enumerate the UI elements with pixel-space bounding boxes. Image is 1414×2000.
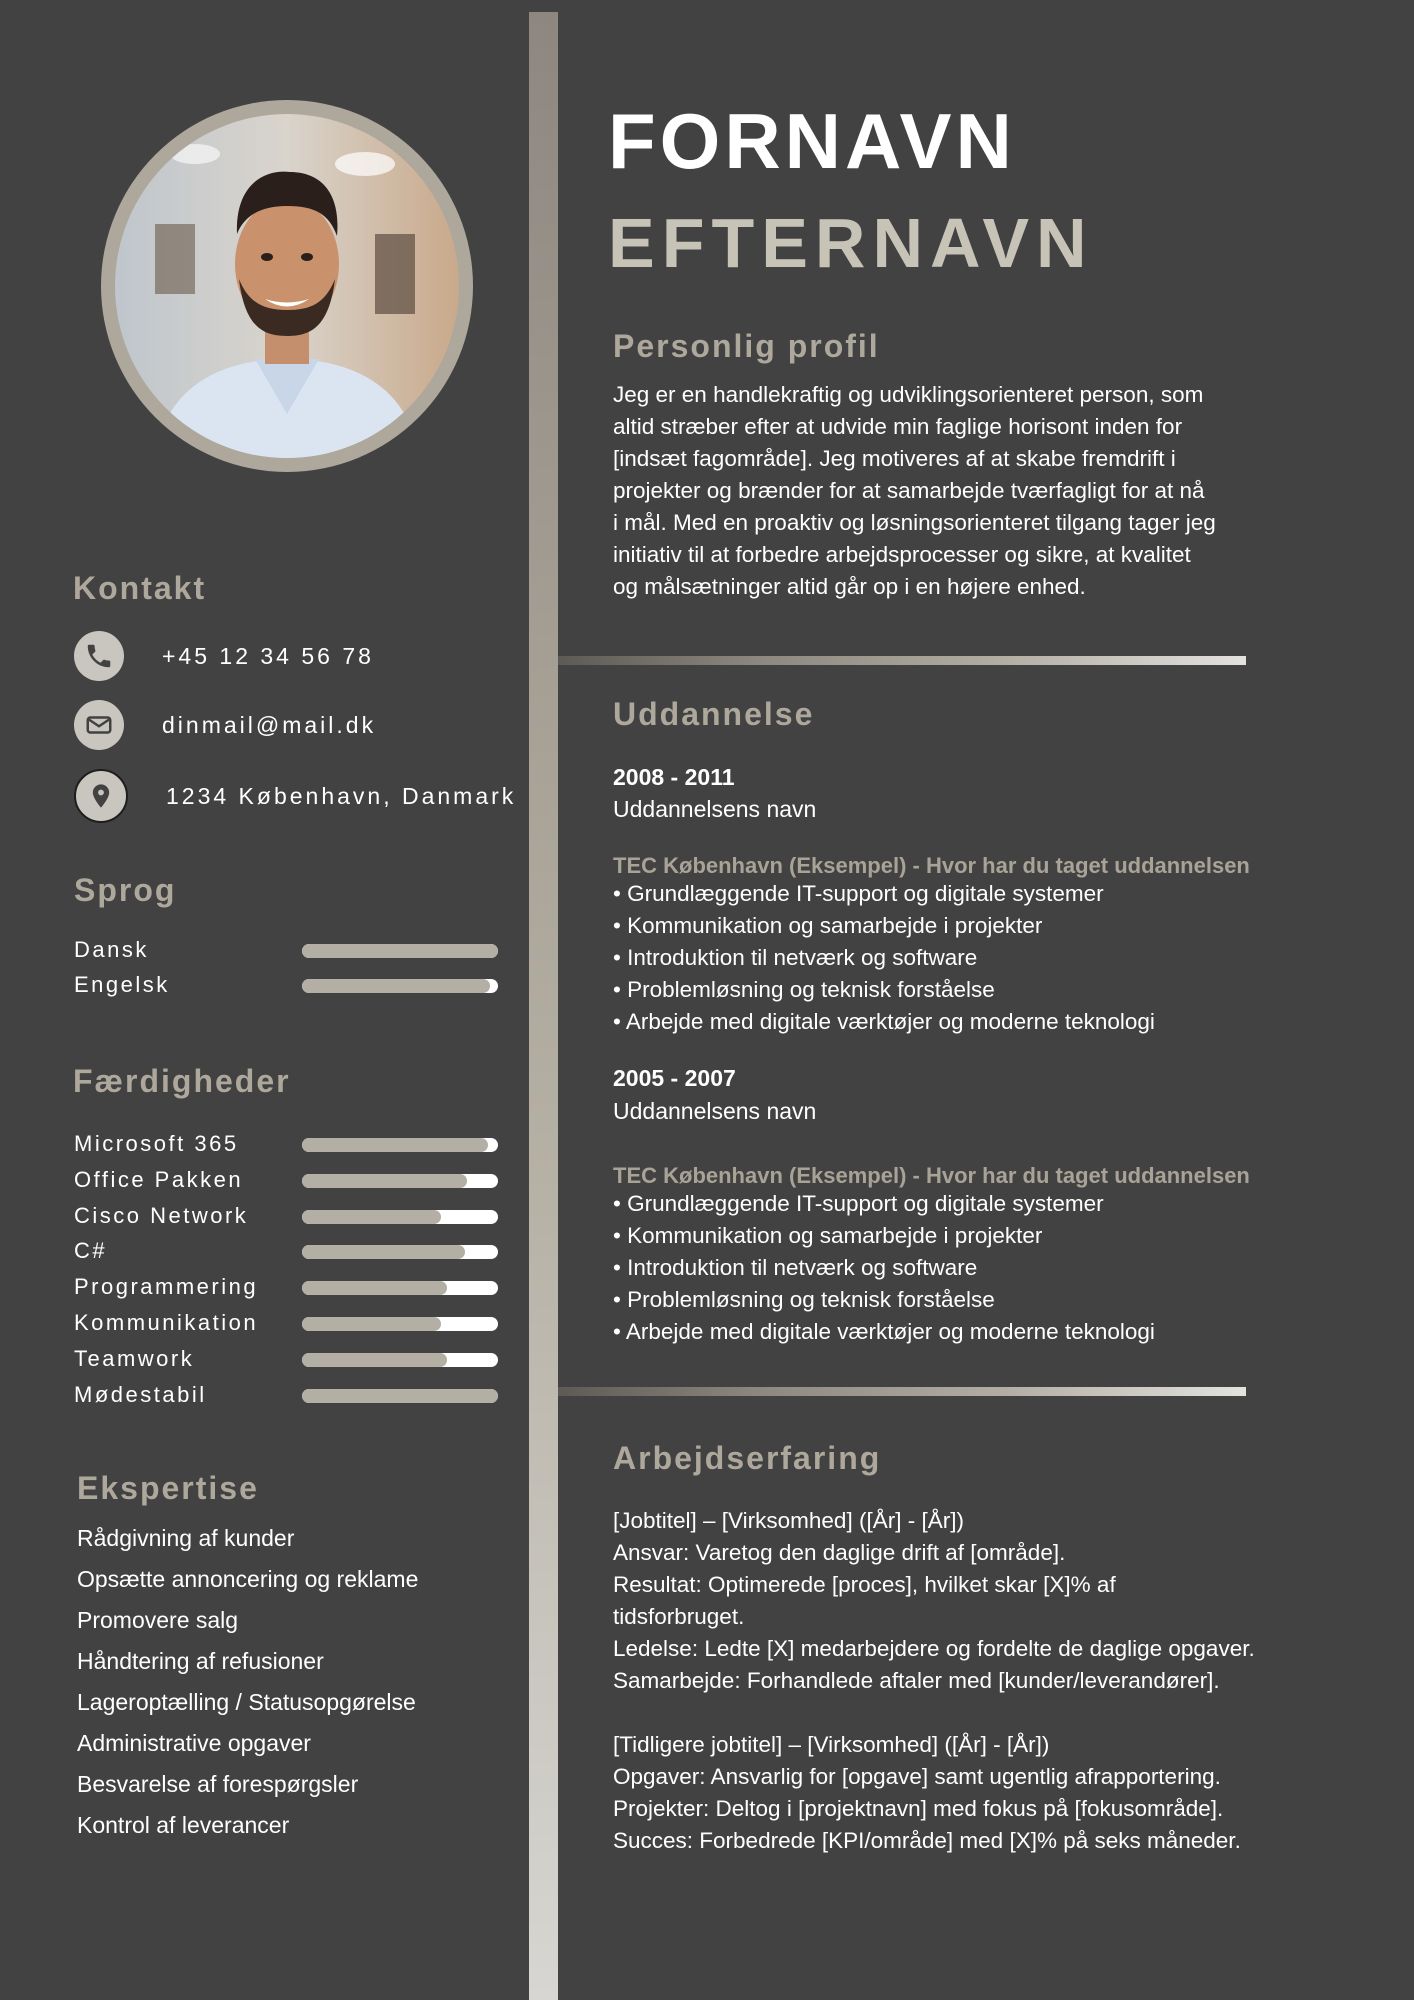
language-level-bar [302, 979, 498, 993]
education-name: Uddannelsens navn [613, 1098, 817, 1124]
expertise-item: Administrative opgaver [77, 1730, 311, 1756]
education-bullet: • Problemløsning og teknisk forståelse [613, 974, 1155, 1006]
skill-label: Teamwork [74, 1345, 195, 1371]
language-level-bar [302, 944, 498, 958]
skill-row [74, 1238, 500, 1264]
vertical-divider [529, 12, 558, 2000]
work-title: Arbejdserfaring [613, 1440, 882, 1476]
education-school: TEC København (Eksempel) - Hvor har du taget uddannelsen [613, 1163, 1250, 1188]
skill-level-bar [302, 1317, 498, 1331]
skills-title: Færdigheder [73, 1063, 291, 1099]
education-bullets [613, 1188, 1155, 1348]
work-line: tidsforbruget. [613, 1604, 745, 1629]
work-line: [Jobtitel] – [Virksomhed] ([År] - [År]) [613, 1508, 964, 1533]
education-bullet: • Arbejde med digitale værktøjer og moderne teknologi [613, 1316, 1155, 1348]
profile-title: Personlig profil [613, 328, 880, 364]
expertise-item: Rådgivning af kunder [77, 1525, 295, 1551]
skill-label: Cisco Network [74, 1202, 249, 1228]
profile-line: [indsæt fagområde]. Jeg motiveres af at skabe fremdrift i [613, 446, 1176, 471]
divider-profile-education [558, 656, 1246, 665]
work-line: Resultat: Optimerede [proces], hvilket skar [X]% af [613, 1572, 1116, 1597]
skill-row [74, 1203, 500, 1229]
skill-level-bar [302, 1281, 498, 1295]
contact-location [74, 770, 516, 822]
profile-photo [115, 114, 459, 458]
languages-title: Sprog [74, 872, 177, 908]
work-line: Samarbejde: Forhandlede aftaler med [kunder/leverandører]. [613, 1668, 1220, 1693]
work-entry [613, 1729, 1303, 1857]
profile-line: og målsætninger altid går op i en højere enhed. [613, 574, 1086, 599]
profile-text [613, 379, 1216, 603]
profile-line: i mål. Med en proaktiv og løsningsorienteret tilgang tager jeg [613, 510, 1216, 535]
skill-level-fill [302, 1281, 447, 1295]
skill-level-fill [302, 1210, 441, 1224]
skill-level-bar [302, 1138, 498, 1152]
skill-level-bar [302, 1245, 498, 1259]
skill-row [74, 1346, 500, 1372]
expertise-item: Lageroptælling / Statusopgørelse [77, 1689, 416, 1715]
skill-row [74, 1131, 500, 1157]
contact-location-text: 1234 København, Danmark [166, 782, 517, 809]
education-school: TEC København (Eksempel) - Hvor har du taget uddannelsen [613, 853, 1250, 878]
education-title: Uddannelse [613, 696, 815, 732]
work-line: [Tidligere jobtitel] – [Virksomhed] ([År] - [År]) [613, 1732, 1050, 1757]
expertise-item: Håndtering af refusioner [77, 1648, 324, 1674]
skill-row [74, 1310, 500, 1336]
profile-line: altid stræber efter at udvide min faglige horisont inden for [613, 414, 1183, 439]
skill-level-bar [302, 1353, 498, 1367]
language-label: Engelsk [74, 972, 170, 997]
first-name: FORNAVN [608, 97, 1016, 185]
education-bullet: • Problemløsning og teknisk forståelse [613, 1284, 1155, 1316]
skill-level-fill [302, 1245, 465, 1259]
education-bullet: • Arbejde med digitale værktøjer og moderne teknologi [613, 1006, 1155, 1038]
work-line: Opgaver: Ansvarlig for [opgave] samt ugentlig afrapportering. [613, 1764, 1221, 1789]
language-row [74, 937, 500, 963]
skill-level-fill [302, 1389, 498, 1403]
skill-row [74, 1274, 500, 1300]
education-years: 2005 - 2007 [613, 1065, 736, 1091]
skill-label: Office Pakken [74, 1166, 244, 1192]
contact-email-text: dinmail@mail.dk [162, 711, 377, 738]
contact-phone [74, 630, 374, 682]
expertise-item: Opsætte annoncering og reklame [77, 1566, 419, 1592]
education-bullet: • Introduktion til netværk og software [613, 1252, 1155, 1284]
contact-phone-text: +45 12 34 56 78 [162, 642, 374, 669]
mail-icon [74, 700, 124, 750]
education-bullet: • Grundlæggende IT-support og digitale systemer [613, 878, 1155, 910]
divider-education-work [558, 1387, 1246, 1396]
work-line: Ansvar: Varetog den daglige drift af [område]. [613, 1540, 1066, 1565]
skill-label: Kommunikation [74, 1310, 259, 1335]
work-line: Ledelse: Ledte [X] medarbejdere og fordelte de daglige opgaver. [613, 1636, 1255, 1661]
skill-level-fill [302, 1174, 467, 1188]
skill-row [74, 1167, 500, 1193]
location-icon [74, 769, 128, 823]
skill-level-fill [302, 1317, 441, 1331]
profile-line: projekter og brænder for at samarbejde tværfagligt for at nå [613, 478, 1205, 503]
skill-level-fill [302, 1138, 488, 1152]
education-bullet: • Introduktion til netværk og software [613, 942, 1155, 974]
education-bullet: • Kommunikation og samarbejde i projekter [613, 1220, 1155, 1252]
skill-label: C# [74, 1238, 108, 1264]
work-line: Projekter: Deltog i [projektnavn] med fokus på [fokusområde]. [613, 1796, 1224, 1821]
education-name: Uddannelsens navn [613, 796, 817, 822]
education-bullet: • Kommunikation og samarbejde i projekter [613, 910, 1155, 942]
language-label: Dansk [74, 937, 149, 962]
language-row [74, 972, 500, 998]
expertise-title: Ekspertise [77, 1470, 259, 1506]
skill-level-bar [302, 1174, 498, 1188]
skill-label: Programmering [74, 1274, 259, 1300]
education-years: 2008 - 2011 [613, 764, 735, 790]
profile-line: initiativ til at forbedre arbejdsprocesser og sikre, at kvalitet [613, 542, 1191, 567]
contact-email [74, 699, 376, 751]
expertise-item: Kontrol af leverancer [77, 1812, 290, 1838]
language-level-fill [302, 944, 498, 958]
profile-line: Jeg er en handlekraftig og udviklingsorienteret person, som [613, 382, 1204, 407]
expertise-item: Promovere salg [77, 1607, 239, 1633]
skill-level-bar [302, 1210, 498, 1224]
work-entry [613, 1505, 1303, 1697]
skill-label: Microsoft 365 [74, 1131, 239, 1156]
education-bullets [613, 878, 1155, 1038]
education-bullet: • Grundlæggende IT-support og digitale systemer [613, 1188, 1155, 1220]
phone-icon [74, 631, 124, 681]
language-level-fill [302, 979, 490, 993]
expertise-item: Besvarelse af forespørgsler [77, 1771, 359, 1797]
work-line: Succes: Forbedrede [KPI/område] med [X]% på seks måneder. [613, 1828, 1241, 1853]
skill-level-fill [302, 1353, 447, 1367]
last-name: EFTERNAVN [608, 204, 1094, 282]
skill-label: Mødestabil [74, 1381, 207, 1407]
skill-row [74, 1382, 500, 1408]
skill-level-bar [302, 1389, 498, 1403]
contact-title: Kontakt [73, 570, 207, 606]
